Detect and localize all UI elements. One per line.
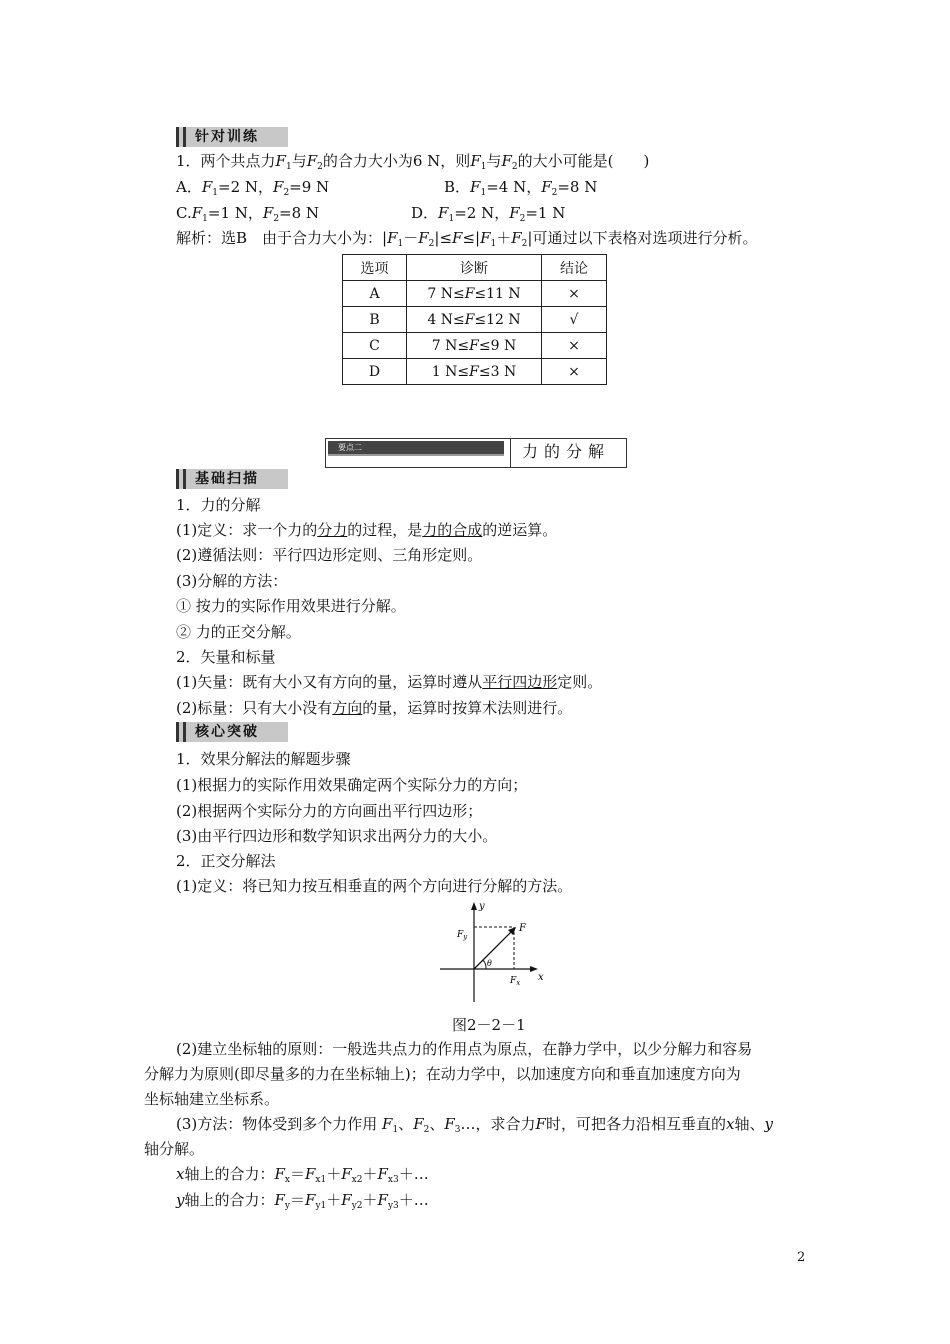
force-decomposition-figure — [430, 898, 550, 1008]
table-row — [343, 281, 607, 307]
ortho-method-line-1: (3)方法：物体受到多个力作用 $F_1$、$F_2$、$F_3\dots$，求合力F时，可把各力沿相互垂直的x轴、y — [176, 1115, 773, 1135]
x-axis-arrow — [530, 966, 538, 972]
table-cell: D — [343, 359, 407, 385]
analysis-table — [342, 254, 607, 385]
core-step-2: (2)根据两个实际分力的方向画出平行四边形； — [176, 802, 483, 820]
table-cell: × — [542, 281, 607, 307]
table-cell: B — [343, 307, 407, 333]
table-row — [343, 333, 607, 359]
page-number: 2 — [797, 1250, 806, 1265]
section-divider — [510, 439, 511, 467]
table-row — [343, 307, 607, 333]
basics-scalar: (2)标量：只有大小没有方向的量，运算时按算术法则进行。 — [176, 699, 573, 717]
x-axis-label: x — [538, 972, 544, 983]
section-tag-bar — [328, 441, 504, 456]
table-header: 选项 — [343, 255, 407, 281]
core-badge: 核心突破 — [176, 722, 288, 742]
core-ortho-definition: (1)定义：将已知力按互相垂直的两个方向进行分解的方法。 — [176, 877, 573, 895]
fx-label: $F_x$ — [510, 976, 521, 987]
analysis-text: 解析：选B 由于合力大小为：$|F_1-F_2|\le F\le|F_1+F_2|$可通过以下表格对选项进行分析。 — [176, 229, 758, 249]
theta-arc — [483, 960, 486, 969]
fy-label: $F_y$ — [457, 930, 468, 941]
section-header — [325, 438, 627, 468]
y-axis-arrow — [471, 902, 477, 910]
option-c: $C.F_1=1$ N，$F_2=8$ N — [176, 204, 320, 224]
ortho-principle-line-2: 分解力为原则(即尽量多的力在坐标轴上)；在动力学中，以加速度方向和垂直加速度方向为 — [144, 1065, 741, 1083]
question-stem: 1．两个共点力$F_1$与$F_2$的合力大小为6 N，则$F_1$与$F_2$的大小可能是( ) — [176, 152, 650, 172]
table-cell: 4 N≤F≤12 N — [407, 307, 542, 333]
section-tag: 要点二 — [338, 443, 362, 452]
table-cell: 7 N≤F≤11 N — [407, 281, 542, 307]
table-cell: √ — [542, 307, 607, 333]
option-b: B．$F_1=4$ N，$F_2=8$ N — [444, 178, 598, 198]
f-label: F — [519, 923, 526, 934]
basics-definition: (1)定义：求一个力的分力的过程，是力的合成的逆运算。 — [176, 521, 558, 539]
fx-sum-formula: x轴上的合力：$F_x=F_{x1}+F_{x2}+F_{x3}+\dots$ — [176, 1165, 429, 1185]
basics-heading-1: 1．力的分解 — [176, 496, 261, 514]
table-header: 诊断 — [407, 255, 542, 281]
theta-label: θ — [487, 959, 492, 968]
core-step-3: (3)由平行四边形和数学知识求出两分力的大小。 — [176, 827, 498, 845]
option-d: D．$F_1=2$ N，$F_2=1$ N — [411, 204, 566, 224]
basics-method-a: ① 按力的实际作用效果进行分解。 — [176, 597, 406, 615]
basics-badge: 基础扫描 — [176, 469, 288, 489]
fy-sum-formula: y轴上的合力：$F_y=F_{y1}+F_{y2}+F_{y3}+\dots$ — [176, 1191, 429, 1211]
ortho-method-line-2: 轴分解。 — [144, 1140, 205, 1158]
force-vector — [474, 929, 514, 969]
option-a: A．$F_1=2$ N，$F_2=9$ N — [176, 178, 330, 198]
ortho-principle-line-3: 坐标轴建立坐标系。 — [144, 1090, 280, 1108]
table-cell: A — [343, 281, 407, 307]
table-header-row — [343, 255, 607, 281]
core-heading-2: 2．正交分解法 — [176, 852, 276, 870]
table-row — [343, 359, 607, 385]
basics-rule: (2)遵循法则：平行四边形定则、三角形定则。 — [176, 546, 483, 564]
core-heading-1: 1．效果分解法的解题步骤 — [176, 750, 351, 768]
table-cell: C — [343, 333, 407, 359]
basics-method: (3)分解的方法： — [176, 572, 288, 590]
core-step-1: (1)根据力的实际作用效果确定两个实际分力的方向； — [176, 776, 528, 794]
table-cell: 7 N≤F≤9 N — [407, 333, 542, 359]
training-badge: 针对训练 — [176, 127, 288, 147]
table-cell: × — [542, 333, 607, 359]
basics-vector: (1)矢量：既有大小又有方向的量，运算时遵从平行四边形定则。 — [176, 673, 603, 691]
table-cell: × — [542, 359, 607, 385]
ortho-principle-line-1: (2)建立坐标轴的原则：一般选共点力的作用点为原点，在静力学中，以少分解力和容易 — [176, 1040, 753, 1058]
figure-caption: 图2－2－1 — [452, 1016, 526, 1034]
table-header: 结论 — [542, 255, 607, 281]
basics-method-b: ② 力的正交分解。 — [176, 623, 301, 641]
section-title: 力的分解 — [522, 442, 611, 461]
y-axis-label: y — [479, 901, 485, 912]
basics-heading-2: 2．矢量和标量 — [176, 648, 276, 666]
table-cell: 1 N≤F≤3 N — [407, 359, 542, 385]
